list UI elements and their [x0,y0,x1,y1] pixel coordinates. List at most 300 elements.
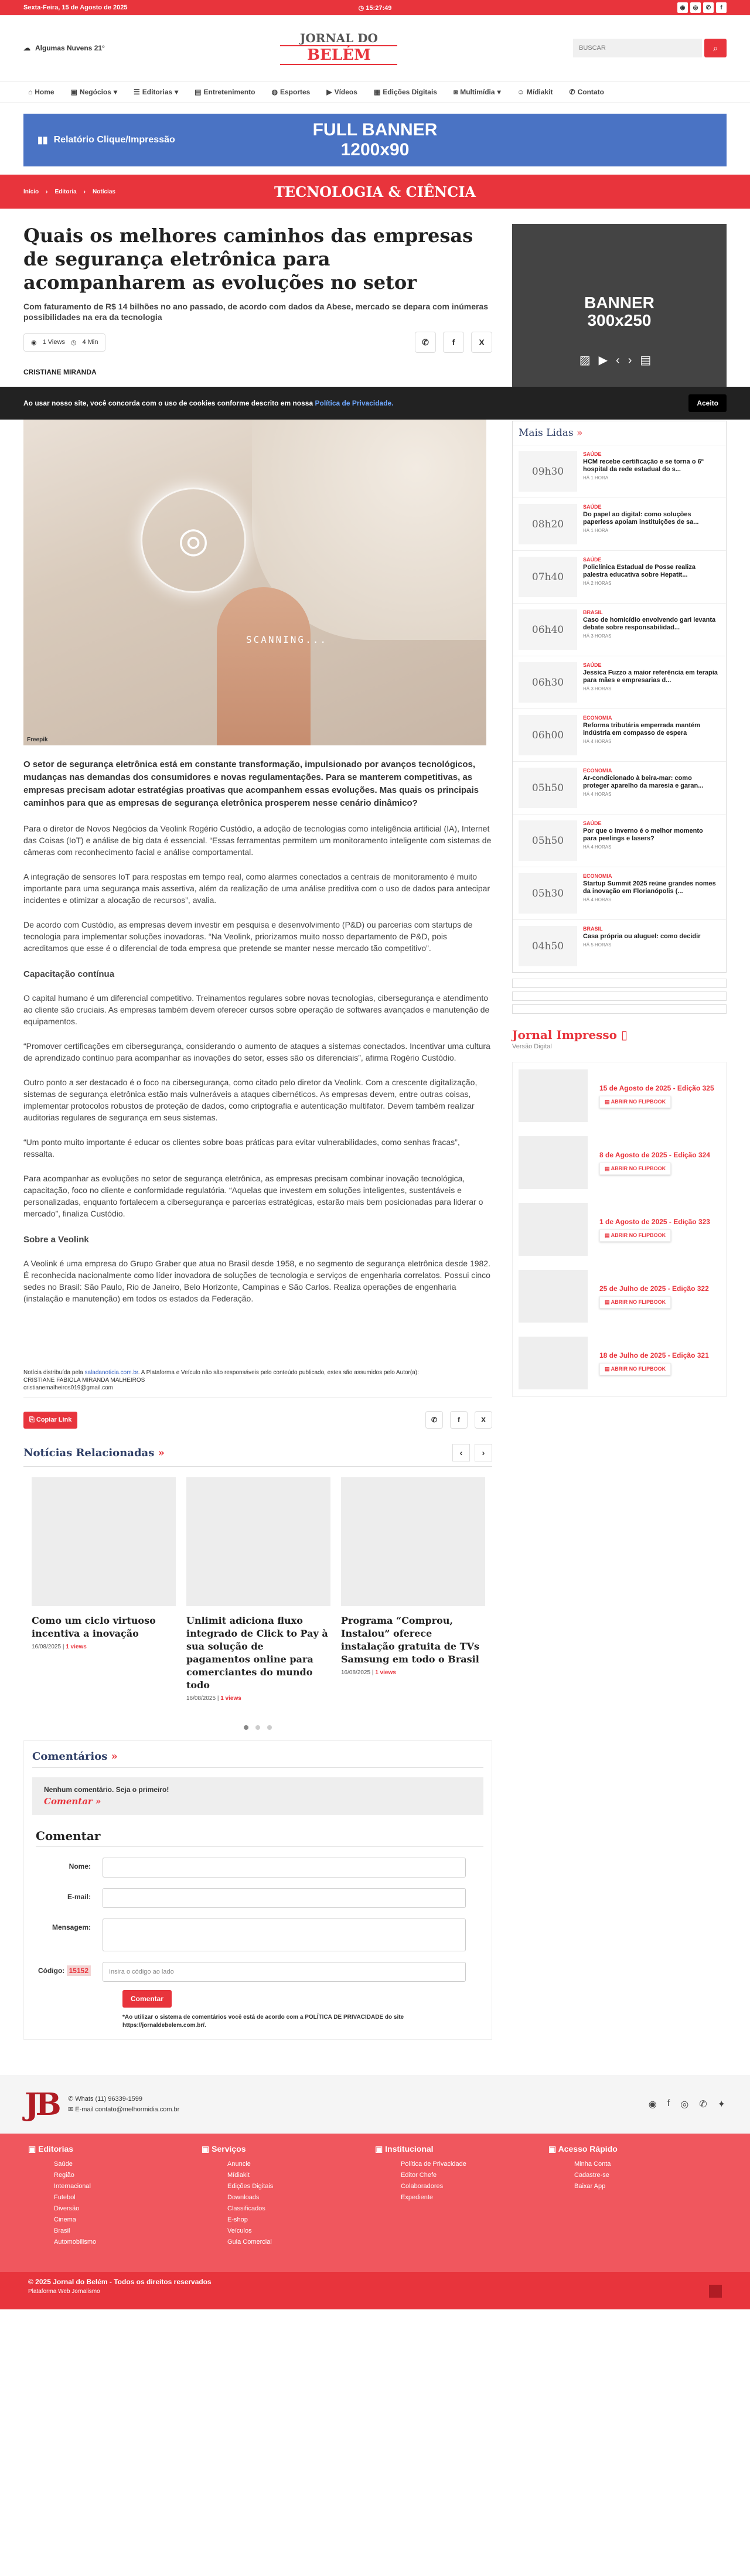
most-read-item[interactable] [513,498,726,550]
print-edition-title: Jornal Impresso [512,1028,618,1042]
views-count: 1 Views [42,338,65,346]
print-edition-sub: Versão Digital [512,1043,552,1050]
edition-item[interactable] [513,1129,726,1196]
side-banner-size: 300x250 [587,311,652,329]
footer-icon: ▣ [375,2144,386,2154]
most-read-ago: HÁ 1 HORA [583,528,609,533]
accept-cookies-button[interactable]: Aceito [688,394,727,412]
footer-link[interactable]: Cinema [54,2216,76,2223]
footer-logo[interactable]: JB [25,2086,58,2122]
most-read-title: Reforma tributária emperrada mantém indústria em compasso de espera [583,722,700,737]
disclaimer [23,1369,492,1398]
footer-link[interactable]: Futebol [54,2194,76,2201]
carousel-dot[interactable] [244,1725,248,1730]
article-body [23,823,492,1304]
paragraph: A Veolink é uma empresa do Grupo Graber que atua no Brasil desde 1958, e no segmento de segurança eletrônica desde 1982. É reconhecida nacionalmente como líder inovadora de soluções de tecnologia e serviços de engenharia correlatos. Possui cinco sedes no Brasil: São Paulo, Rio de Janeiro, Belo Horizonte, Campinas e São Carlos. Realiza operações de engenharia (instalação e manutenção) em todos os estados da Federação. [23,1259,490,1303]
most-read-ago: HÁ 4 HORAS [583,739,612,744]
footer-link[interactable]: Internacional [54,2183,91,2190]
footer-social [649,2098,725,2110]
flipbook-icon: ▤ [605,1232,611,1238]
footer-link[interactable]: Diversão [54,2205,80,2212]
carousel-dot[interactable] [267,1725,272,1730]
article-meta [23,333,105,352]
related-header: Notícias Relacionadas » ‹ › [23,1444,492,1467]
whatsapp-icon[interactable]: ✆ [703,2,714,13]
edition-title: 1 de Agosto de 2025 - Edição 323 [599,1217,710,1226]
most-read-item[interactable] [513,761,726,814]
most-read-category: SAÚDE [583,504,602,510]
weather-widget [23,44,105,52]
nav-home[interactable] [28,88,54,96]
most-read-item[interactable] [513,656,726,708]
footer-link[interactable]: Classificados [227,2205,265,2212]
facebook-icon[interactable]: f [443,332,464,353]
footer-column-title [28,2144,202,2154]
footer-column-title [548,2144,722,2154]
current-date: Sexta-Feira, 15 de Agosto de 2025 [23,4,128,11]
paragraph: Para acompanhar as evoluções no setor de segurança eletrônica, as empresas precisam combinar inovação tecnológica, capacitação, foco no cliente e conformidade regulatória. “Aquelas que investem em soluções inteligentes, sustentáveis e personalizadas, enquanto fortalecem a cibersegurança e parcerias estratégicas, estarão mais bem posicionadas para liderar o mercado”, finaliza Custódio. [23,1174,483,1218]
article-column [23,224,492,2040]
search-button[interactable] [704,39,727,57]
edition-item[interactable] [513,1062,726,1129]
no-comments [32,1777,483,1815]
most-read-item[interactable] [513,445,726,498]
footer-contacts [68,2094,179,2115]
x-icon[interactable]: X [471,332,492,353]
cloud-icon: ☁ [23,44,30,52]
site-logo[interactable] [280,31,397,65]
name-label: Nome: [69,1862,91,1870]
most-read-info [577,715,724,755]
nav-negocios[interactable]: ▣ Negócios ▾ [70,88,117,96]
edition-info [599,1084,714,1108]
footer-title-text: Editorias [38,2144,74,2154]
edition-item[interactable] [513,1330,726,1396]
related-title: Notícias Relacionadas [23,1446,155,1459]
source-link[interactable]: saladanoticia.com.br [84,1369,138,1376]
edition-item[interactable] [513,1263,726,1330]
footer-link[interactable]: Editor Chefe [401,2172,437,2179]
breadcrumb: Início › Editoria › Notícias [23,188,115,195]
footer-link[interactable]: Baixar App [574,2183,606,2190]
search-icon: ⌕ [713,43,718,53]
edition-cover [519,1203,588,1256]
footer-link[interactable]: E-shop [227,2216,248,2223]
most-read-ago: HÁ 1 HORA [583,475,609,481]
subheading: Capacitação contínua [23,969,115,979]
facebook-icon[interactable]: f [716,2,727,13]
logo-line1: JORNAL DO [299,31,378,45]
most-read-title: Policlínica Estadual de Posse realiza palestra educativa sobre Hepatit... [583,564,696,578]
most-read-info [577,926,724,966]
camera-icon: ◙ [453,88,458,96]
most-read-ago: HÁ 4 HORAS [583,792,612,797]
sidebar [512,224,727,2040]
rss-icon[interactable]: ◉ [677,2,688,13]
article-lead: O setor de segurança eletrônica está em constante transformação, impulsionado por avanços tecnológicos, mudanças nas demandas dos consumidores e novas regulamentações. Para se manterem competitivas, as empresas precisam adotar estratégias proativas que acompanhem essas evoluções. Mas quais os principais caminhos para que as empresas de segurança eletrônica prosperem nesse cenário dinâmico? [23,759,479,808]
open-flipbook-label: ABRIR NO FLIPBOOK [611,1299,666,1305]
nav-multimidia[interactable]: ◙ Multimídia ▾ [453,88,501,96]
open-flipbook-button[interactable] [599,1229,671,1242]
most-read-info [577,451,724,492]
photo-scan-text: SCANNING... [246,634,328,645]
edition-cover [519,1069,588,1122]
open-flipbook-label: ABRIR NO FLIPBOOK [611,1165,666,1171]
paragraph: O capital humano é um diferencial competitivo. Treinamentos regulares sobre novas tecnologias, cibersegurança e atendimento ao cliente são cruciais. As empresas também devem oferecer cursos sobre operação de softwares avançados e manutenção de equipamentos. [23,993,490,1026]
crumb-inicio[interactable]: Início [23,188,39,195]
related-date: 16/08/2025 [186,1695,216,1702]
phone-icon: ▯ [621,1028,628,1042]
flipbook-icon: ▤ [605,1165,611,1171]
footer-column-title [375,2144,548,2154]
submit-comment-button[interactable]: Comentar [122,1990,172,2008]
related-views: 1 views [66,1644,87,1650]
related-card-title: Como um ciclo virtuoso incentiva a inovação [32,1615,156,1639]
platform-credit: Plataforma Web Jornalismo [28,2288,100,2295]
footer-link[interactable]: Edições Digitais [227,2183,274,2190]
list-icon: ☰ [133,88,140,96]
most-read-ago: HÁ 3 HORAS [583,633,612,639]
most-read-title: Casa própria ou aluguel: como decidir [583,933,701,940]
most-read-time: 05h50 [519,820,577,861]
footer-icon: ▣ [202,2144,212,2154]
footer-link[interactable]: Política de Privacidade [401,2161,466,2168]
footer-link[interactable]: Veículos [227,2227,252,2234]
nav-videos[interactable] [326,88,357,96]
subheading: Sobre a Veolink [23,1235,89,1245]
related-date: 16/08/2025 [341,1669,371,1676]
flipbook-icon: ▤ [605,1098,611,1105]
search-input[interactable] [573,39,702,57]
print-editions [512,1062,727,1397]
edition-info [599,1218,710,1242]
open-flipbook-label: ABRIR NO FLIPBOOK [611,1232,666,1238]
edition-info [599,1351,709,1375]
crumb-noticias[interactable]: Notícias [93,188,115,195]
play-icon: ▶ [326,88,332,96]
comment-cta-link[interactable]: Comentar » [44,1796,101,1807]
most-read-info [577,609,724,650]
clock-time: 15:27:49 [366,4,392,12]
most-read-title: HCM recebe certificação e se torna o 6º hospital da rede estadual do s... [583,458,704,473]
bottom-bar [0,2272,750,2309]
edition-cover [519,1136,588,1189]
most-read-time: 07h40 [519,557,577,597]
related-views: 1 views [375,1669,396,1676]
most-read-category: ECONOMIA [583,873,612,879]
print-edition-header [512,1028,727,1042]
phone-icon: ✆ [569,88,575,96]
most-read-ago: HÁ 3 HORAS [583,686,612,691]
edition-title: 18 de Julho de 2025 - Edição 321 [599,1351,709,1359]
most-read-category: SAÚDE [583,557,602,563]
most-read-ago: HÁ 4 HORAS [583,897,612,902]
most-read-time: 06h30 [519,662,577,703]
most-read-title: Startup Summit 2025 reúne grandes nomes da inovação em Florianópolis (... [583,880,716,895]
media-icons: ▨▶‹›▤ [579,354,660,367]
share-buttons [415,332,492,353]
paragraph: De acordo com Custódio, as empresas devem investir em pesquisa e desenvolvimento (P&D) ou parcerias com startups de tecnologia para implementar soluções inovadoras. “Na Veolink, priorizamos muito nosso departamento de P&D, pois acreditamos que esse é o diferencial de toda empresa que pretende se manter nesse mercado tão competitivo”. [23,920,473,953]
side-banner[interactable] [512,224,727,400]
article-photo [23,394,486,745]
copy-link-button[interactable] [23,1412,77,1429]
code-label: Código: [38,1967,65,1975]
facebook-icon[interactable]: f [450,1411,468,1429]
most-read-item[interactable] [513,919,726,972]
related-card[interactable]: Como um ciclo virtuoso incentiva a inovação 16/08/2025 | 1 views [32,1477,176,1702]
read-time: 4 Min [82,338,98,346]
most-read-info [577,504,724,544]
footer-column-title [202,2144,375,2154]
ball-icon: ◍ [271,88,278,96]
article-subtitle: Com faturamento de R$ 14 bilhões no ano passado, de acordo com dados da Abese, mercado se depara com inúmeras possibilidades na era da tecnologia [23,302,489,322]
section-bar [0,175,750,209]
banner-title: FULL BANNER [312,120,438,139]
message-field[interactable] [103,1919,466,1951]
flipbook-icon: ▤ [605,1365,611,1372]
nav-label: Multimídia [460,88,495,96]
footer-column [202,2144,375,2272]
related-views: 1 views [220,1695,241,1702]
eye-icon: ◉ [31,339,37,346]
paragraph: A integração de sensores IoT para respostas em tempo real, como alarmes conectados a centrais de monitoramento é muito importante para uma segurança mais assertiva, além da realização de uma análise preditiva com o uso de dados para antecipar incidentes e otimizar a alocação de recursos”, avalia. [23,872,490,905]
most-read-item[interactable] [513,550,726,603]
most-read-time: 04h50 [519,926,577,966]
footer-link[interactable]: Brasil [54,2227,70,2234]
most-read-item[interactable] [513,603,726,656]
disclaimer-author: CRISTIANE FABIOLA MIRANDA MALHEIROS [23,1377,145,1384]
cookie-text: Ao usar nosso site, você concorda com o uso de cookies conforme descrito em nossa [23,399,313,407]
most-read-time: 06h40 [519,609,577,650]
code-field[interactable]: Insira o código ao lado [103,1962,466,1982]
comment-policy: *Ao utilizar o sistema de comentários você está de acordo com a POLÍTICA DE PRIVACIDADE do site https://jornaldebelem.com.br/. [122,2014,404,2029]
whatsapp-icon[interactable]: ✆ [415,332,436,353]
footer-column [28,2144,202,2272]
banner-report-label: Relatório Clique/Impressão [53,135,175,145]
related-image [32,1477,176,1606]
film-icon: ▤ [195,88,202,96]
nav-edicoes[interactable] [374,88,437,96]
comments-section: Comentários » Nenhum comentário. Seja o primeiro! Comentar » Comentar Nome: E-mail: Mensagem: Código: 15152 Insira o código ao lado Comentar *Ao utilizar o sistema de comentários você está de acordo com a POLÍTICA DE PRIVACIDADE do site https://jornaldebelem.com.br/. [23,1740,492,2040]
search-box [573,39,727,57]
facebook-icon[interactable]: f [667,2098,670,2108]
x-icon[interactable]: X [475,1411,492,1429]
most-read-item[interactable] [513,867,726,919]
edition-title: 15 de Agosto de 2025 - Edição 325 [599,1083,714,1092]
back-to-top-button[interactable] [709,2285,722,2298]
most-read-info [577,557,724,597]
most-read-item[interactable] [513,814,726,867]
nav-midiakit[interactable] [517,88,553,96]
most-read-title: Jessica Fuzzo a maior referência em terapia para mães e empresarias d... [583,669,718,684]
carousel-dot[interactable] [255,1725,260,1730]
nav-esportes[interactable] [272,88,311,96]
footer-link[interactable]: Downloads [227,2194,260,2201]
most-read-title: Por que o inverno é o melhor momento para peelings e lasers? [583,827,703,842]
footer-link[interactable]: Automobilismo [54,2238,97,2246]
clock-icon: ◷ [70,339,77,346]
nav-label: Negócios [79,88,111,96]
author [23,368,492,376]
instagram-icon[interactable]: ◎ [690,2,701,13]
footer-links [0,2134,750,2272]
paragraph: “Promover certificações em cibersegurança, considerando o aumento de ataques a sistemas conectados. Incentivar uma cultura de aprendizado contínuo para acompanhar as inovações do setor, esses são os diferenciais”, afirma Rogério Custódio. [23,1041,490,1062]
footer-link[interactable]: Cadastre-se [574,2172,609,2179]
open-flipbook-label: ABRIR NO FLIPBOOK [611,1365,666,1372]
banner-report [38,134,175,146]
sidebar-dividers [512,979,727,1014]
comment-form-title: Comentar [36,1829,483,1847]
footer-link[interactable]: Anuncie [227,2161,251,2168]
nav-label: Vídeos [334,88,357,96]
most-read-info [577,873,724,914]
section-title: TECNOLOGIA & CIÊNCIA [274,183,476,200]
grid-icon: ▦ [373,88,381,96]
user-icon: ☺ [517,88,524,96]
main-nav [0,81,750,103]
most-read-category: SAÚDE [583,451,602,457]
footer-title-text: Institucional [385,2144,434,2154]
footer-column [375,2144,548,2272]
pre-footer [0,2075,750,2134]
clock: ◷ 15:27:49 [358,4,392,12]
most-read-item[interactable] [513,708,726,761]
mail-icon: ✉ [68,2106,74,2113]
full-banner[interactable] [23,114,727,166]
most-read-title: Do papel ao digital: como soluções paperless apoiam instituições de sa... [583,511,699,526]
weather-text: Algumas Nuvens 21° [35,44,105,52]
paragraph: Para o diretor de Novos Negócios da Veolink Rogério Custódio, a adoção de tecnologias como inteligência artificial (IA), Internet das Coisas (IoT) e análise de big data é essencial. “Essas ferramentas permitem um monitoramento inteligente com sistemas de câmeras com reconhecimento facial e análise comportamental. [23,824,492,857]
nav-label: Entretenimento [203,88,255,96]
banner-size: 1200x90 [340,140,410,159]
related-card-title: Unlimit adiciona fluxo integrado de Click to Pay à sua solução de pagamentos online para comerciantes do mundo todo [186,1615,328,1691]
most-read-category: ECONOMIA [583,768,612,774]
related-card-title: Programa “Comprou, Instalou” oferece instalação gratuita de TVs Samsung em todo o Brasil [341,1615,479,1665]
edition-title: 8 de Agosto de 2025 - Edição 324 [599,1150,710,1159]
footer-phone[interactable]: Whats (11) 96339-1599 [75,2095,143,2103]
most-read-category: SAÚDE [583,820,602,826]
flipbook-icon: ▤ [605,1299,611,1305]
footer-link[interactable]: Guia Comercial [227,2238,272,2246]
share-buttons-bottom [425,1411,492,1429]
logo-line2: BELÉM [280,45,397,65]
most-read-ago: HÁ 5 HORAS [583,942,612,948]
nav-label: Esportes [279,88,311,96]
cookie-banner [0,387,750,420]
author-name: CRISTIANE MIRANDA [23,368,97,376]
edition-item[interactable] [513,1196,726,1263]
footer-link[interactable]: Mídiakit [227,2172,250,2179]
link-icon: ⎘ [29,1416,35,1423]
whatsapp-icon[interactable]: ✆ [425,1411,443,1429]
edition-title: 25 de Julho de 2025 - Edição 322 [599,1284,709,1293]
footer-link[interactable]: Região [54,2172,74,2179]
paragraph: “Um ponto muito importante é educar os clientes sobre boas práticas para evitar vulnerabilidades, como senhas fracas”, ressalta. [23,1137,460,1158]
most-read-title: Mais Lidas [519,427,574,439]
edition-cover [519,1337,588,1389]
related-image [186,1477,330,1606]
email-field[interactable] [103,1888,466,1908]
open-flipbook-button[interactable] [599,1296,671,1309]
most-read-time: 05h50 [519,768,577,808]
most-read-ago: HÁ 2 HORAS [583,581,612,586]
disclaimer-email: cristianemalheiros019@gmail.com [23,1385,113,1391]
email-label: E-mail: [67,1893,91,1901]
nav-editorias[interactable]: ☰ Editorias ▾ [133,88,179,96]
edition-info [599,1151,710,1175]
most-read-time: 05h30 [519,873,577,914]
whatsapp-icon: ✆ [68,2095,74,2103]
name-field[interactable] [103,1858,466,1878]
photo-credit: Freepik [27,737,48,743]
message-label: Mensagem: [52,1923,91,1931]
most-read-title: Caso de homicídio envolvendo gari levanta debate sobre responsabilidad... [583,616,716,631]
fingerprint-icon: ◎ [141,488,246,593]
nav-label: Mídiakit [526,88,553,96]
most-read: Mais Lidas » 09h30 SAÚDE HCM recebe certificação e se torna o 6º hospital da rede estadual do s... HÁ 1 HORA 08h20 SAÚDE Do papel ao digital: como soluções paperless apoiam instituições de sa... HÁ 1 HORA 07h40 SAÚDE Policlínica Estadual de Posse realiza palestra educativa sobre Hepatit... HÁ 2 HORAS 06h40 BRASIL Caso de homicídio envolvendo gari levanta debate sobre responsabilidad... HÁ 3 HORAS 06h30 SAÚDE Jessica Fuzzo a maior referência em terapia para mães e empresarias d... HÁ 3 HORAS 06h00 ECONOMIA Reforma tributária emperrada mantém indústria em compasso de espera HÁ 4 HORAS 05h50 ECONOMIA Ar-condicionado à beira-mar: como proteger aparelho da maresia e garan... HÁ 4 HORAS 05h50 SAÚDE Por que o inverno é o melhor momento para peelings e lasers? HÁ 4 HORAS 05h30 ECONOMIA Startup Summit 2025 reúne grandes nomes da inovação em Florianópolis (... HÁ 4 HORAS 04h50 BRASIL Casa própria ou aluguel: como decidir HÁ 5 HORAS [512,421,727,973]
comments-title: Comentários [32,1750,108,1763]
instagram-icon[interactable]: ◎ [680,2100,689,2110]
disclaimer-text: Notícia distribuída pela [23,1369,83,1376]
comment-form [32,1829,483,2030]
briefcase-icon: ▣ [70,88,77,96]
next-arrow-icon[interactable]: › [475,1444,492,1461]
open-flipbook-button[interactable] [599,1363,671,1375]
nav-label: Edições Digitais [383,88,437,96]
related-date: 16/08/2025 [32,1644,62,1650]
carousel-dots [23,1725,492,1730]
prev-arrow-icon[interactable]: ‹ [452,1444,470,1461]
most-read-category: ECONOMIA [583,715,612,721]
copy-link-label: Copiar Link [36,1416,72,1423]
most-read-info [577,768,724,808]
most-read-info [577,662,724,703]
nav-label: Home [35,88,54,96]
open-flipbook-button[interactable] [599,1163,671,1175]
rss-icon[interactable]: ◉ [648,2100,657,2110]
footer-column [548,2144,722,2272]
whatsapp-icon[interactable]: ✆ [699,2100,707,2110]
footer-title-text: Serviços [212,2144,246,2154]
related-carousel [32,1477,492,1702]
most-read-title: Ar-condicionado à beira-mar: como proteger aparelho da maresia e garan... [583,775,704,789]
footer-link[interactable]: Saúde [54,2161,73,2168]
footer-link[interactable]: Colaboradores [401,2183,444,2190]
most-read-category: BRASIL [583,609,603,615]
most-read-info [577,820,724,861]
most-read-category: SAÚDE [583,662,602,668]
footer-email[interactable]: E-mail contato@melhormidia.com.br [75,2106,180,2113]
captcha-code: 15152 [67,1965,91,1976]
footer-link[interactable]: Minha Conta [574,2161,611,2168]
nav-label: Editorias [142,88,173,96]
crumb-editoria[interactable]: Editoria [54,188,77,195]
related-card[interactable]: Programa “Comprou, Instalou” oferece instalação gratuita de TVs Samsung em todo o Brasil 16/08/2025 | 1 views [341,1477,485,1702]
no-comments-text: Nenhum comentário. Seja o primeiro! [44,1786,169,1794]
site-header [0,15,750,81]
privacy-link[interactable]: Política de Privacidade. [315,399,394,407]
footer-link[interactable]: Expediente [401,2194,434,2201]
article-title: Quais os melhores caminhos das empresas de segurança eletrônica para acompanharem as evoluções no setor [23,224,473,294]
nav-contato[interactable] [570,88,604,96]
top-social [677,2,727,13]
nav-entretenimento[interactable] [195,88,255,96]
twitter-icon[interactable]: ✦ [717,2100,725,2110]
footer-title-text: Acesso Rápido [558,2144,618,2154]
open-flipbook-button[interactable] [599,1096,671,1108]
related-card[interactable]: Unlimit adiciona fluxo integrado de Click to Pay à sua solução de pagamentos online para comerciantes do mundo todo 16/08/2025 | 1 views [186,1477,330,1702]
copyright: © 2025 Jornal do Belém - Todos os direitos reservados [28,2278,212,2286]
